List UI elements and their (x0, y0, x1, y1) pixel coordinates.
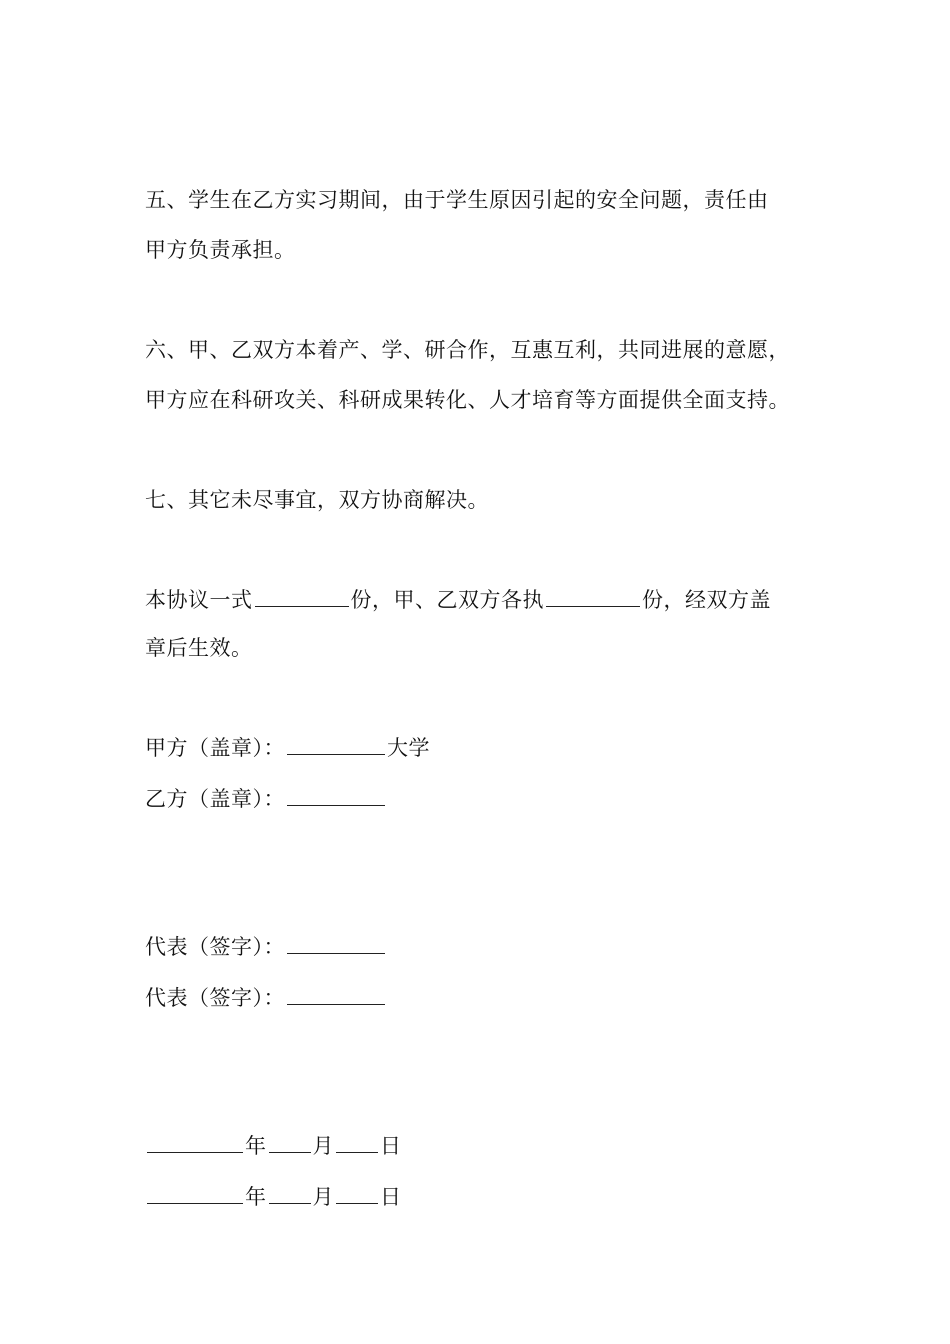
each-party-copies-blank[interactable] (546, 586, 640, 607)
rep-a-label: 代表（签字）： (145, 935, 285, 959)
copies-text-3: 份，经双方盖 (642, 588, 771, 612)
total-copies-blank[interactable] (255, 586, 349, 607)
party-a-suffix: 大学 (387, 736, 430, 760)
clause-7-line-1: 七、其它未尽事宜，双方协商解决。 (145, 488, 489, 512)
clause-5-line-2: 甲方负责承担。 (145, 238, 296, 262)
date-b-month-blank[interactable] (269, 1183, 311, 1204)
date-b-day-blank[interactable] (336, 1183, 378, 1204)
copies-line-1 (145, 585, 771, 615)
clause-6-line-1: 六、甲、乙双方本着产、学、研合作，互惠互利，共同进展的意愿， (145, 338, 790, 362)
rep-b-signature-blank[interactable] (287, 984, 385, 1005)
date-b-month-label: 月 (312, 1185, 334, 1209)
copies-text-2: 份，甲、乙双方各执 (350, 588, 544, 612)
rep-a-signature-blank[interactable] (287, 933, 385, 954)
party-a-label: 甲方（盖章）： (145, 736, 285, 760)
date-a-month-label: 月 (312, 1134, 334, 1158)
rep-b-line (145, 983, 387, 1013)
date-a-month-blank[interactable] (269, 1132, 311, 1153)
date-b-year-blank[interactable] (147, 1183, 243, 1204)
date-a-year-label: 年 (245, 1134, 267, 1158)
date-b-day-label: 日 (380, 1185, 402, 1209)
clause-5-line-1: 五、学生在乙方实习期间，由于学生原因引起的安全问题，责任由 (145, 188, 769, 212)
clause-6-line-2: 甲方应在科研攻关、科研成果转化、人才培育等方面提供全面支持。 (145, 388, 790, 412)
date-b-year-label: 年 (245, 1185, 267, 1209)
party-a-line (145, 733, 430, 763)
party-b-name-blank[interactable] (287, 785, 385, 806)
rep-b-label: 代表（签字）： (145, 986, 285, 1010)
date-a-day-blank[interactable] (336, 1132, 378, 1153)
date-line-a (145, 1131, 402, 1161)
date-a-day-label: 日 (380, 1134, 402, 1158)
rep-a-line (145, 932, 387, 962)
party-b-line (145, 784, 387, 814)
party-b-label: 乙方（盖章）： (145, 787, 285, 811)
date-a-year-blank[interactable] (147, 1132, 243, 1153)
copies-line-2: 章后生效。 (145, 636, 253, 660)
party-a-name-blank[interactable] (287, 734, 385, 755)
date-line-b (145, 1182, 402, 1212)
copies-text-1: 本协议一式 (145, 588, 253, 612)
